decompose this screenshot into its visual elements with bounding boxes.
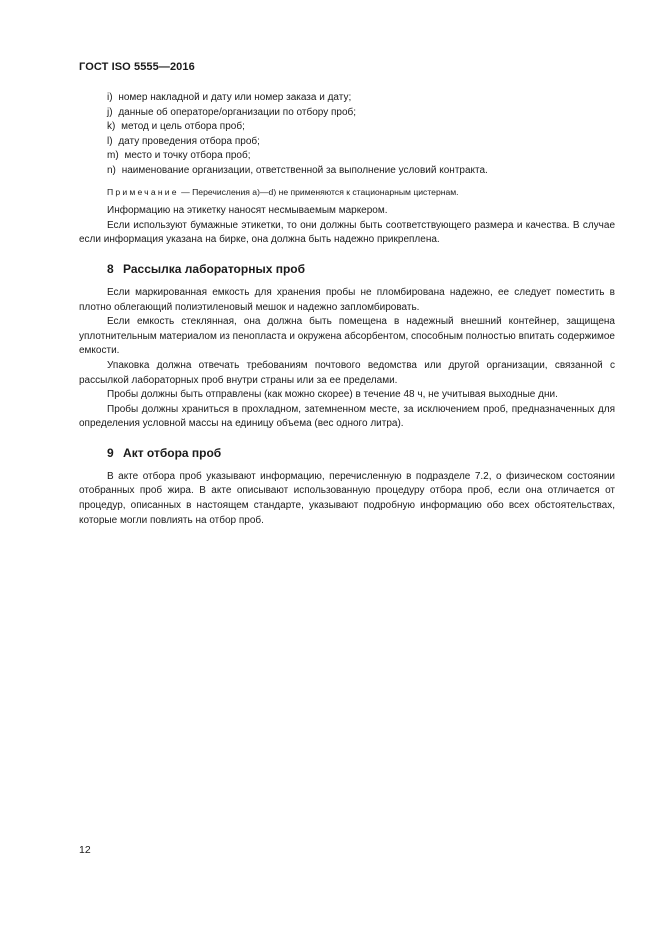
section-8-heading: [79, 261, 615, 277]
list-item-text: метод и цель отбора проб;: [121, 121, 245, 133]
list-item: [79, 106, 615, 121]
list-item: [79, 120, 615, 135]
list-marker: m): [107, 150, 119, 162]
list-marker: n): [107, 164, 116, 176]
paragraph-label-marker: Информацию на этикетку наносят несмываемым маркером.: [107, 205, 388, 217]
requirements-list: [79, 91, 615, 179]
list-item-text: наименование организации, ответственной за выполнение условий контракта.: [121, 164, 488, 176]
list-item-text: место и точку отбора проб;: [124, 150, 251, 162]
section-title: Акт отбора проб: [123, 445, 222, 460]
list-item: [79, 149, 615, 164]
section-8-paragraph: Пробы должны храниться в прохладном, затемненном месте, за исключением проб, предназначенных для определения условной массы на единицу объема (вес одного литра).: [79, 403, 615, 430]
section-number: 9: [107, 445, 114, 460]
section-8-paragraph: Если маркированная емкость для хранения пробы не пломбирована надежно, ее следует поместить в плотно облегающий полиэтиленовый мешок и надежно запломбировать.: [79, 286, 615, 313]
document-body: [79, 91, 615, 528]
paragraph-paper-labels: Если используют бумажные этикетки, то они должны быть соответствующего размера и качества. В случае если информация указана на бирке, она должна быть надежно прикреплена.: [79, 219, 615, 246]
list-item: [79, 91, 615, 106]
note: [79, 185, 615, 200]
section-9-paragraph: В акте отбора проб указывают информацию, перечисленную в подразделе 7.2, о физическом состоянии отобранных проб жира. В акте описывают использованную процедуру отбора проб, если она отличается от процедур, описанных в настоящем стандарте, указывают подробную информацию обо всех обстоятельствах, которые могли повлиять на отбор проб.: [79, 470, 615, 526]
note-label: Примечание: [107, 186, 179, 197]
section-9-heading: [79, 445, 615, 461]
page-number: 12: [79, 844, 91, 856]
list-marker: j): [107, 106, 113, 118]
note-text: — Перечисления a)—d) не применяются к стационарным цистернам.: [178, 186, 459, 197]
list-item-text: дату проведения отбора проб;: [118, 135, 260, 147]
list-marker: l): [107, 135, 113, 147]
section-8-paragraph: Упаковка должна отвечать требованиям почтового ведомства или другой организации, связанной с рассылкой лабораторных проб внутри страны или за ее пределами.: [79, 359, 615, 386]
standard-header: ГОСТ ISO 5555—2016: [79, 61, 195, 73]
section-title: Рассылка лабораторных проб: [123, 261, 306, 276]
section-8-paragraph: Пробы должны быть отправлены (как можно скорее) в течение 48 ч, не учитывая выходные дни.: [107, 389, 558, 401]
list-marker: i): [107, 92, 113, 103]
list-item-text: номер накладной и дату или номер заказа и дату;: [118, 92, 352, 103]
section-8-paragraph: Если емкость стеклянная, она должна быть помещена в надежный внешний контейнер, защищена уплотнительным материалом из пенопласта и окружена абсорбентом, способным полностью впитать содержимое емкости.: [79, 316, 615, 357]
section-number: 8: [107, 261, 114, 276]
list-item: [79, 135, 615, 150]
list-marker: k): [107, 121, 116, 133]
list-item-text: данные об операторе/организации по отбору проб;: [118, 106, 357, 118]
list-item: [79, 164, 615, 179]
